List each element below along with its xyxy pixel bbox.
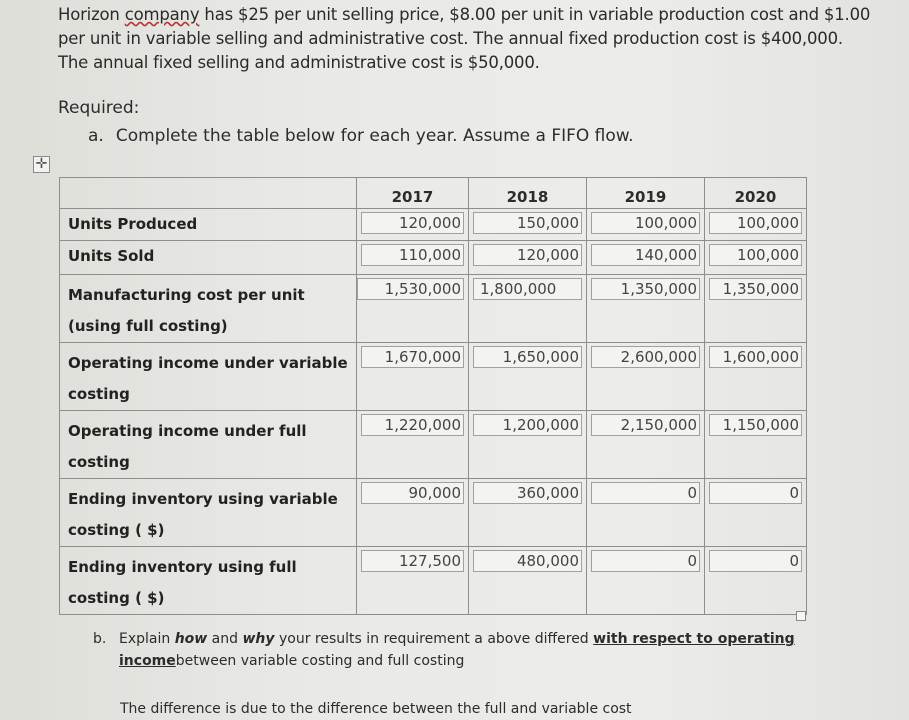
table-row (60, 275, 807, 343)
part-a-text: Complete the table below for each year. Assume a FIFO flow. (115, 126, 634, 146)
row-label-op-income-full: Operating income under full costing (60, 411, 357, 479)
row-label-units-produced: Units Produced (60, 209, 357, 241)
value-field[interactable]: 100,000 (709, 244, 802, 266)
value-field[interactable]: 0 (591, 550, 700, 572)
row-label-ending-inv-full: Ending inventory using full costing ( $) (60, 547, 357, 615)
table-row (60, 209, 807, 241)
value-field[interactable]: 0 (709, 550, 802, 572)
part-b-emphasis: with respect to operating income (119, 631, 795, 669)
table-move-handle-icon[interactable]: ✛ (33, 156, 50, 173)
value-field[interactable]: 2,150,000 (591, 414, 700, 436)
header-year-2018: 2018 (469, 178, 587, 209)
row-label-manufacturing-cost: Manufacturing cost per unit (using full costing) (60, 275, 357, 343)
required-heading: Required: (58, 98, 140, 118)
value-field[interactable]: 1,530,000 (357, 278, 464, 300)
value-field[interactable]: 1,200,000 (473, 414, 582, 436)
value-field[interactable]: 1,350,000 (709, 278, 802, 300)
table-row (60, 479, 807, 547)
value-field[interactable]: 0 (591, 482, 700, 504)
value-field[interactable]: 100,000 (709, 212, 802, 234)
value-field[interactable]: 0 (709, 482, 802, 504)
intro-text-start: Horizon (58, 5, 125, 24)
value-field[interactable]: 1,650,000 (473, 346, 582, 368)
intro-text-rest: has $25 per unit selling price, $8.00 per unit in variable production cost and $1.00 per unit in variable selling and administrative cost. The annual fixed production cost is $400,000. The annual fixed selling and administrative cost is $50,000. (58, 5, 871, 72)
value-field[interactable]: 90,000 (361, 482, 464, 504)
value-field[interactable]: 360,000 (473, 482, 582, 504)
value-field[interactable]: 1,150,000 (709, 414, 802, 436)
part-b-text: Explain how and why your results in requirement a above differed with respect to operating incomebetween variable costing and full costing (119, 631, 795, 669)
part-b-instruction (93, 628, 795, 669)
value-field[interactable]: 150,000 (473, 212, 582, 234)
table-row (60, 547, 807, 615)
value-field[interactable]: 480,000 (473, 550, 582, 572)
value-field[interactable]: 140,000 (591, 244, 700, 266)
value-field[interactable]: 1,670,000 (361, 346, 464, 368)
header-year-2019: 2019 (587, 178, 705, 209)
value-field[interactable]: 1,600,000 (709, 346, 802, 368)
part-b-label: b. (93, 631, 107, 647)
part-a-instruction (88, 126, 634, 146)
intro-company-word: company (124, 5, 200, 24)
row-label-ending-inv-variable: Ending inventory using variable costing ( $) (60, 479, 357, 547)
value-field[interactable]: 2,600,000 (591, 346, 700, 368)
header-year-2017: 2017 (357, 178, 469, 209)
table-row (60, 241, 807, 275)
costing-table (59, 177, 807, 615)
header-year-2020: 2020 (705, 178, 807, 209)
value-field[interactable]: 1,220,000 (361, 414, 464, 436)
row-label-units-sold: Units Sold (60, 241, 357, 275)
value-field[interactable]: 1,350,000 (591, 278, 700, 300)
row-label-op-income-variable: Operating income under variable costing (60, 343, 357, 411)
table-row (60, 343, 807, 411)
table-header-row (60, 178, 807, 209)
value-field[interactable]: 1,800,000 (473, 278, 582, 300)
value-field[interactable]: 120,000 (473, 244, 582, 266)
problem-statement (58, 3, 878, 75)
answer-text[interactable]: The difference is due to the difference between the full and variable cost (120, 701, 632, 717)
part-a-label: a. (88, 126, 104, 146)
value-field[interactable]: 127,500 (361, 550, 464, 572)
table-row (60, 411, 807, 479)
header-blank (60, 178, 357, 209)
value-field[interactable]: 110,000 (361, 244, 464, 266)
table-resize-handle[interactable] (796, 611, 806, 621)
value-field[interactable]: 120,000 (361, 212, 464, 234)
value-field[interactable]: 100,000 (591, 212, 700, 234)
